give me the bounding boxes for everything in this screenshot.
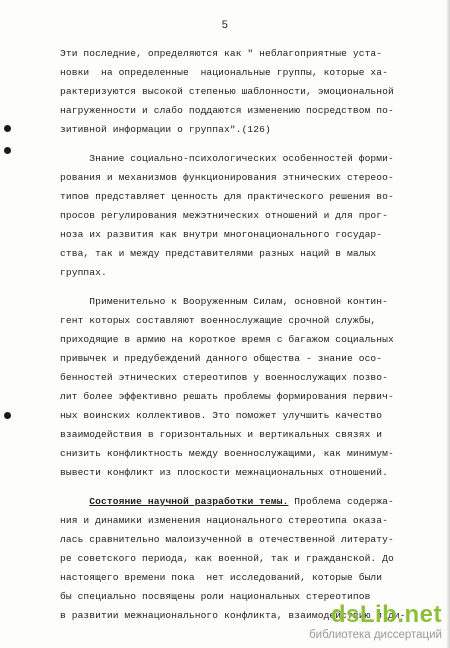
paragraph-3	[60, 292, 420, 482]
watermark	[309, 602, 442, 642]
text-line: взаимодействия в горизонтальных и вертикальных связях и	[60, 429, 383, 440]
text-line: новки на определенные национальные группы, которые ха-	[60, 67, 389, 78]
section-heading: Состояние научной разработки темы.	[89, 496, 289, 507]
paragraph-1	[60, 44, 420, 139]
punch-hole-mark	[4, 412, 11, 419]
page-number: 5	[221, 20, 229, 32]
text-line: гент которых составляют военнослужащие срочной службы,	[60, 315, 377, 326]
watermark-subtitle: библиотека диссертаций	[309, 629, 442, 641]
text-line: бенностей этнических стереотипов у военнослужащих позво-	[60, 372, 389, 383]
text-line: зитивной информации о группах".(126)	[60, 124, 271, 135]
text-line: просов регулирования межэтнических отношений и для прог-	[60, 210, 389, 221]
text-line: нагруженности и слабо поддаются изменению посредством по-	[60, 105, 394, 116]
text-line: привычек и предубеждений данного общества - знание осо-	[60, 353, 383, 364]
paragraph-2	[60, 149, 420, 282]
text-line: рования и механизмов функционирования этнических стереоо-	[60, 172, 394, 183]
punch-hole-mark	[4, 125, 11, 132]
body-text	[60, 44, 420, 625]
text-line: ства, так и между представителями разных наций в малых	[60, 248, 377, 259]
text-line: Применительно к Вооруженным Силам, основной контин-	[60, 296, 389, 307]
text-line: вывести конфликт из плоскости межнациональных отношений.	[60, 467, 389, 478]
text-line: Знание социально-психологических особенностей форми-	[60, 153, 394, 164]
text-line: рактеризуются высокой степенью шаблонности, эмоциональной	[60, 86, 394, 97]
text-line: лась сравнительно малоизученной в отечественной литерату-	[60, 534, 394, 545]
text-line: группах.	[60, 267, 107, 278]
text-line: ных воинских коллективов. Это поможет улучшить качество	[60, 410, 383, 421]
text-line: настоящего времени пока нет исследований, которые были	[60, 572, 383, 583]
text-line: ния и динамики изменения национального стереотипа оказа-	[60, 515, 389, 526]
heading-line-rest: Проблема содержа-	[288, 496, 394, 507]
punch-hole-mark	[4, 147, 11, 154]
text-line: бы специально посвящены роли национальных стереотипов	[60, 591, 371, 602]
watermark-logo: dsLib.net	[330, 601, 442, 628]
text-line: типов представляет ценность для практического решения во-	[60, 191, 394, 202]
page-edge-shadow	[446, 0, 450, 648]
text-line: лит более эффективно решать проблемы формирования первич-	[60, 391, 394, 402]
text-line: ре советского периода, как военной, так и гражданской. До	[60, 553, 394, 564]
text-line	[60, 492, 420, 511]
text-line: в развитии межнационального конфликта, взаимодействию и ди-	[60, 610, 406, 621]
text-line: снизить конфликтность между военнослужащими, как минимум-	[60, 448, 394, 459]
text-line: приходящие в армию на короткое время с багажом социальных	[60, 334, 394, 345]
text-line: Эти последние, определяются как " неблагоприятные уста-	[60, 48, 383, 59]
text-line: ноза их развития как внутри многонационального государ-	[60, 229, 383, 240]
